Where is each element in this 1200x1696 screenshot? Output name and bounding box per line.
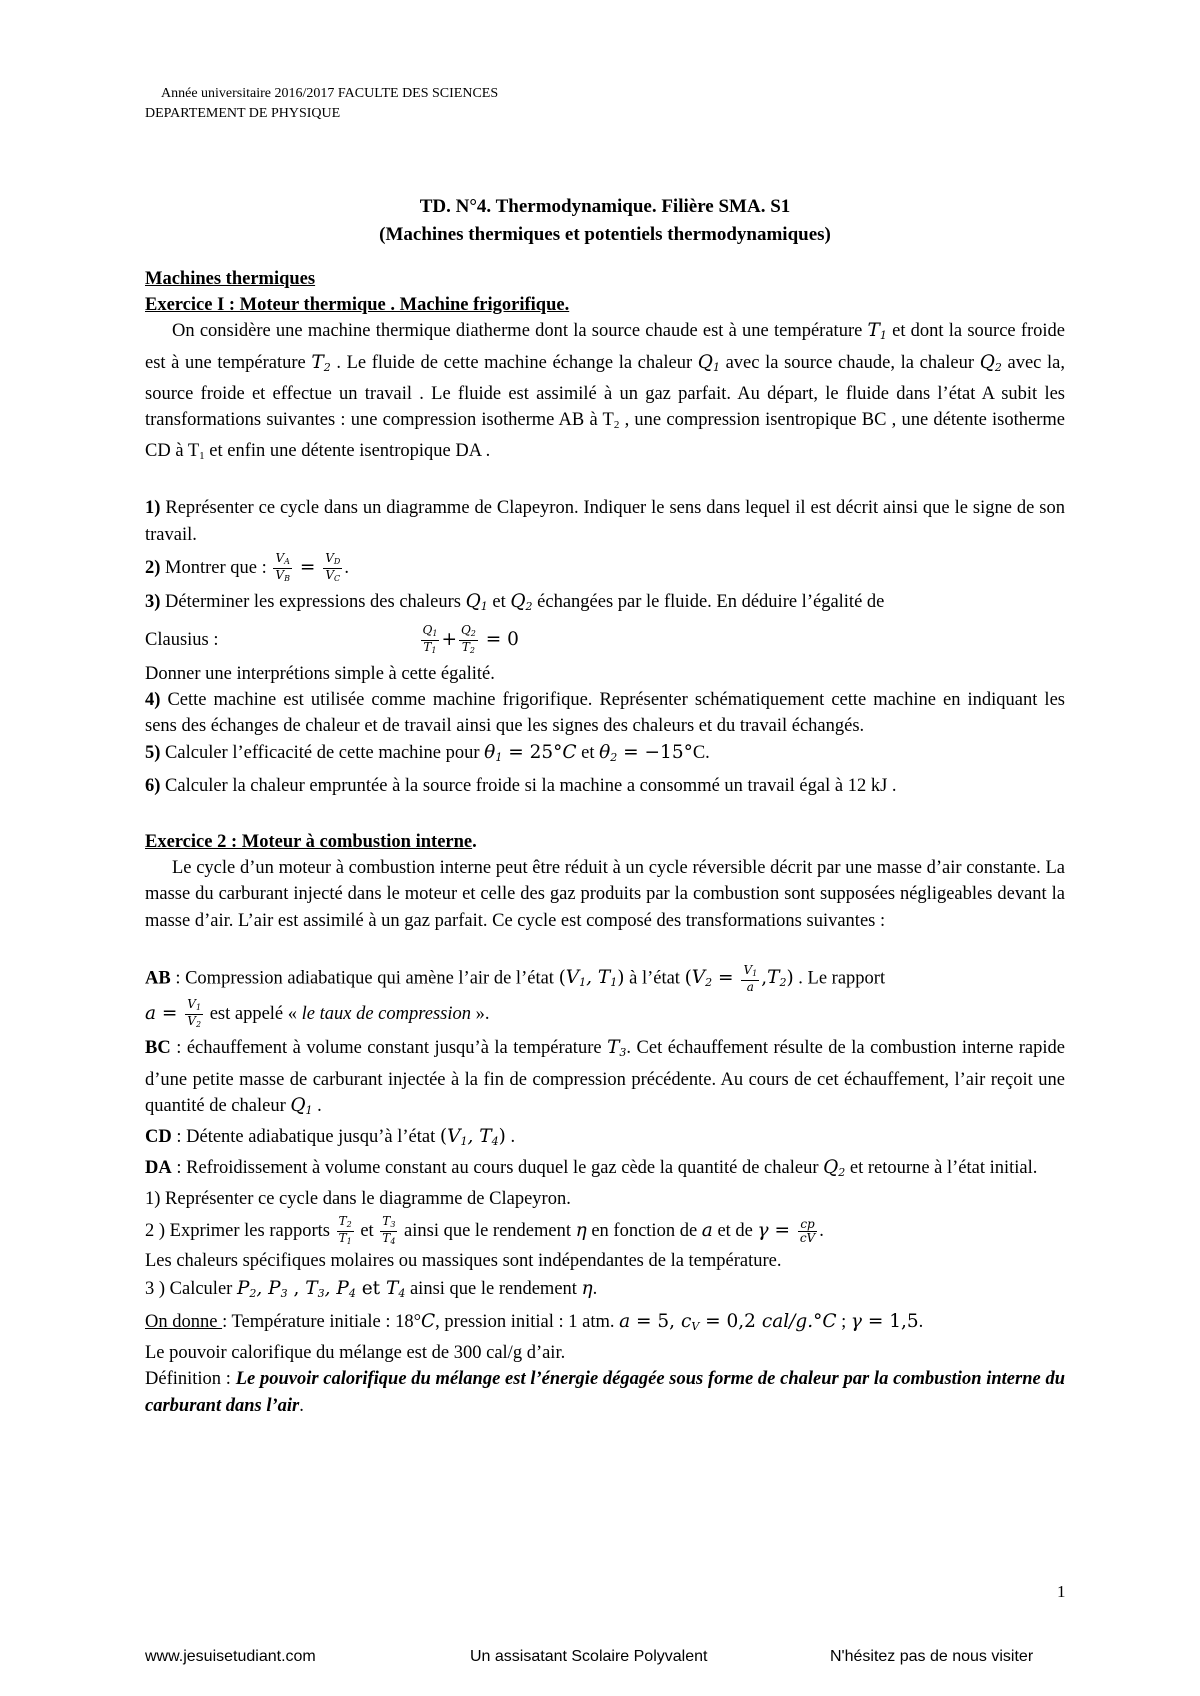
document-title <box>145 193 1065 249</box>
ex1-question-5: 5) Calculer l’efficacité de cette machine pour $\theta_1 = 25^\circ C$ et $\theta_2 = -15^\circ C$. <box>145 741 710 764</box>
ex2-question-2: 2 ) Exprimer les rapports $\frac{T_2}{T_1}$ et $\frac{T_3}{T_4}$ ainsi que le rendement η en fonction de a et de γ = $\frac{cp}{cV}$ . <box>145 1213 824 1246</box>
ex2-step-cd: CD : Détente adiabatique jusqu’à l’état ($V_1$, $T_4$) . <box>145 1125 516 1148</box>
exercise-1-heading: Exercice I : Moteur thermique . Machine frigorifique. <box>145 295 570 316</box>
ex2-step-bc: BC : échauffement à volume constant jusqu’à la température $T_3$. Cet échauffement résulte de la combustion interne rapide d’une petite masse de carburant injectée à la fin de compression précédente. Au cours de cet échauffement, l’air reçoit une quantité de chaleur $Q_1$ . <box>145 1037 1065 1117</box>
ex2-question-2b: Les chaleurs spécifiques molaires ou massiques sont indépendantes de la température. <box>145 1250 782 1271</box>
ex1-question-6: 6) Calculer la chaleur empruntée à la source froide si la machine a consommé un travail égal à 12 kJ . <box>145 775 897 796</box>
ex1-interpretation: Donner une interprétions simple à cette égalité. <box>145 664 495 685</box>
header <box>145 84 498 124</box>
header-line-1: Année universitaire 2016/2017 FACULTE DES SCIENCES <box>161 86 499 101</box>
ex2-definition: Définition : Le pouvoir calorifique du mélange est l’énergie dégagée sous forme de chaleur par la combustion interne du carburant dans l’air. <box>145 1369 1065 1416</box>
title-line-1: TD. N°4. Thermodynamique. Filière SMA. S1 <box>419 196 791 217</box>
ex1-question-3: 3) Déterminer les expressions des chaleurs $Q_1$ et $Q_2$ échangées par le fluide. En déduire l’égalité de <box>145 590 885 613</box>
footer-right: N'hésitez pas de nous visiter <box>830 1648 1034 1665</box>
ex2-given-data: On donne : Température initiale : 18°C, pression initial : 1 atm. a = 5, $c_V = 0,2$ cal/g.°C ; γ = 1,5. <box>145 1310 924 1333</box>
ex1-question-2: 2) Montrer que : $\frac{V_A}{V_B}$ = $\frac{V_D}{V_C}$ . <box>145 550 349 583</box>
ex2-question-3: 3 ) Calculer $P_2$, $P_3$ , $T_3$, $P_4$ et $T_4$ ainsi que le rendement η. <box>145 1277 598 1300</box>
title-line-2: (Machines thermiques et potentiels thermodynamiques) <box>379 224 831 245</box>
exercise-1-intro: On considère une machine thermique diatherme dont la source chaude est à une température $T_1$ et dont la source froide est à une température $T_2$ . Le fluide de cette machine échange la chaleur $Q_1$ avec la source chaude, la chaleur $Q_2$ avec la, source froide et effectue un travail . Le fluide est assimilé à un gaz parfait. Au départ, le fluide dans l’état A subit les transformations suivantes : une compression isotherme AB à $T_2$ , une compression isentropique BC , une détente isotherme CD à $T_1$ et enfin une détente isentropique DA . <box>145 320 1066 463</box>
ex2-pouvoir: Le pouvoir calorifique du mélange est de 300 cal/g d’air. <box>145 1343 566 1364</box>
page-number: 1 <box>1057 1582 1066 1601</box>
ex2-step-ab-ratio: a = $\frac{V_1}{V_2}$ est appelé « le taux de compression ». <box>145 997 490 1030</box>
ex1-clausius: Clausius : $\frac{Q_1}{T_1}$ + $\frac{Q_2}{T_2}$ = 0 <box>145 623 519 656</box>
ex2-question-1: 1) Représenter ce cycle dans le diagramme de Clapeyron. <box>145 1189 571 1210</box>
document-body <box>145 266 1065 1419</box>
footer-center: Un assisatant Scolaire Polyvalent <box>470 1648 708 1665</box>
ex2-step-da: DA : Refroidissement à volume constant au cours duquel le gaz cède la quantité de chaleur $Q_2$ et retourne à l’état initial. <box>145 1157 1038 1180</box>
footer-left: www.jesuisetudiant.com <box>145 1648 316 1665</box>
header-line-2: DEPARTEMENT DE PHYSIQUE <box>145 106 341 121</box>
exercise-2-intro: Le cycle d’un moteur à combustion interne peut être réduit à un cycle réversible décrit par une masse d’air constante. La masse du carburant injecté dans le moteur et celle des gaz produits par la combustion sont supposées négligeables devant la masse d’air. L’air est assimilé à un gaz parfait. Ce cycle est composé des transformations suivantes : <box>145 858 1065 931</box>
ex1-question-1: 1) Représenter ce cycle dans un diagramme de Clapeyron. Indiquer le sens dans lequel il est décrit ainsi que le signe de son travail. <box>145 498 1065 545</box>
ex1-question-4: 4) Cette machine est utilisée comme machine frigorifique. Représenter schématiquement cette machine en indiquant les sens des échanges de chaleur et de travail ainsi que les signes des chaleurs et du travail échangés. <box>145 690 1065 737</box>
section-heading: Machines thermiques <box>145 269 316 289</box>
exercise-2-heading: Exercice 2 : Moteur à combustion interne. <box>145 832 477 853</box>
ex2-step-ab: AB : Compression adiabatique qui amène l’air de l’état ($V_1$, $T_1$) à l’état ($V_2$ = $\frac{V_1}{a}$ $,T_2$) . Le rapport <box>145 962 886 994</box>
